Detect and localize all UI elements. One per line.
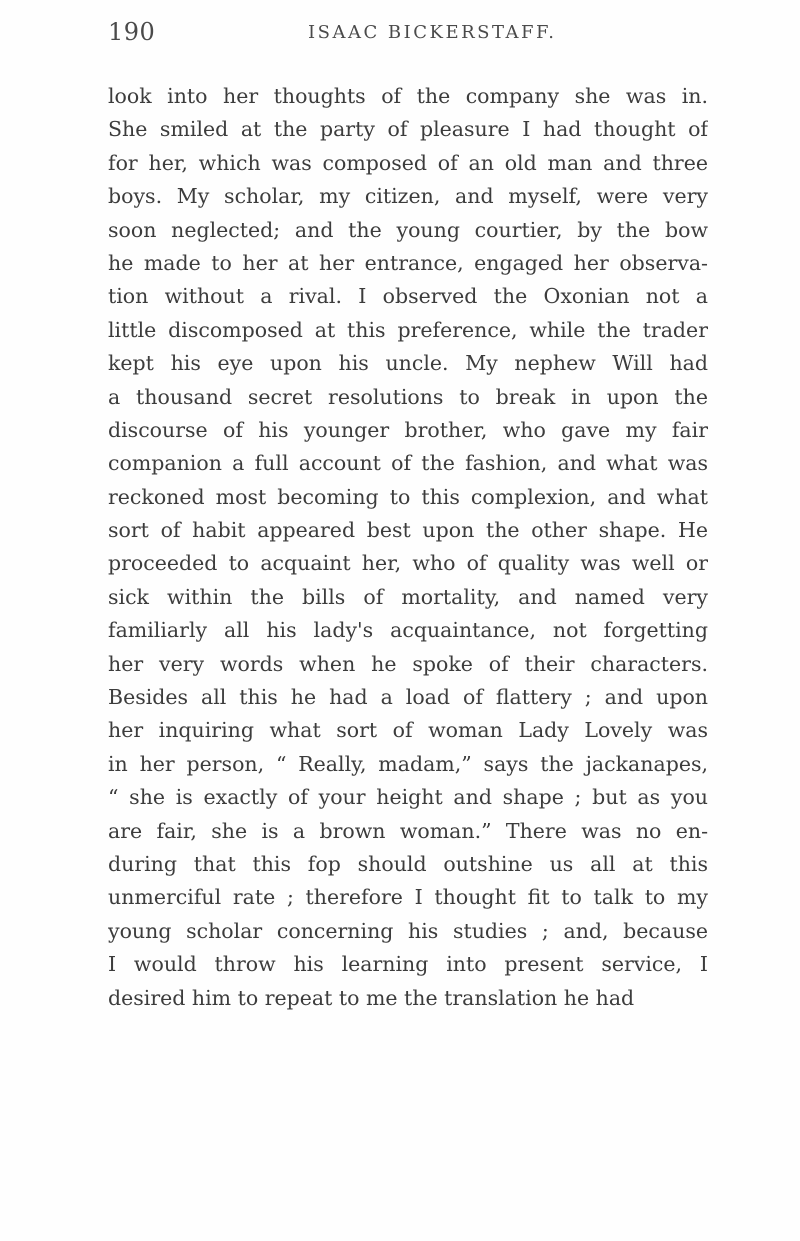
text-line: She smiled at the party of pleasure I had thought of (108, 117, 708, 142)
text-line: are fair, she is a brown woman.” There was no en- (108, 818, 708, 843)
text-line: familiarly all his lady's acquaintance, not forgetting (108, 618, 708, 643)
text-line: companion a full account of the fashion, and what was (108, 451, 708, 476)
text-line: I would throw his learning into present service, I (108, 952, 708, 977)
body-text (108, 80, 708, 1015)
text-line: in her person, “ Really, madam,” says the jackanapes, (108, 751, 708, 776)
text-line: desired him to repeat to me the translation he had (108, 985, 635, 1010)
text-line: a thousand secret resolutions to break in upon the (108, 384, 708, 409)
text-line: Besides all this he had a load of flattery ; and upon (108, 685, 708, 710)
text-line: he made to her at her entrance, engaged her observa- (108, 250, 708, 275)
text-line: kept his eye upon his uncle. My nephew Will had (108, 351, 708, 376)
text-line: boys. My scholar, my citizen, and myself, were very (108, 184, 708, 209)
text-line: her inquiring what sort of woman Lady Lovely was (108, 718, 708, 743)
text-line: during that this fop should outshine us all at this (108, 851, 708, 876)
text-line: reckoned most becoming to this complexion, and what (108, 484, 708, 509)
text-line: sort of habit appeared best upon the other shape. He (108, 518, 708, 543)
running-title: ISAAC BICKERSTAFF. (308, 22, 557, 43)
text-line: her very words when he spoke of their characters. (108, 651, 708, 676)
text-line: unmerciful rate ; therefore I thought fit to talk to my (108, 885, 708, 910)
text-line: young scholar concerning his studies ; and, because (108, 918, 708, 943)
text-line: sick within the bills of mortality, and named very (108, 584, 708, 609)
text-line: tion without a rival. I observed the Oxonian not a (108, 284, 708, 309)
text-line: “ she is exactly of your height and shape ; but as you (108, 785, 708, 810)
text-line: look into her thoughts of the company she was in. (108, 84, 708, 108)
text-line: little discomposed at this preference, while the trader (108, 317, 708, 342)
text-line: proceeded to acquaint her, who of quality was well or (108, 551, 708, 576)
text-line: discourse of his younger brother, who gave my fair (108, 417, 708, 442)
text-line: for her, which was composed of an old man and three (108, 150, 708, 175)
page-number: 190 (108, 18, 156, 46)
running-head (108, 18, 708, 50)
text-line: soon neglected; and the young courtier, by the bow (108, 217, 708, 242)
